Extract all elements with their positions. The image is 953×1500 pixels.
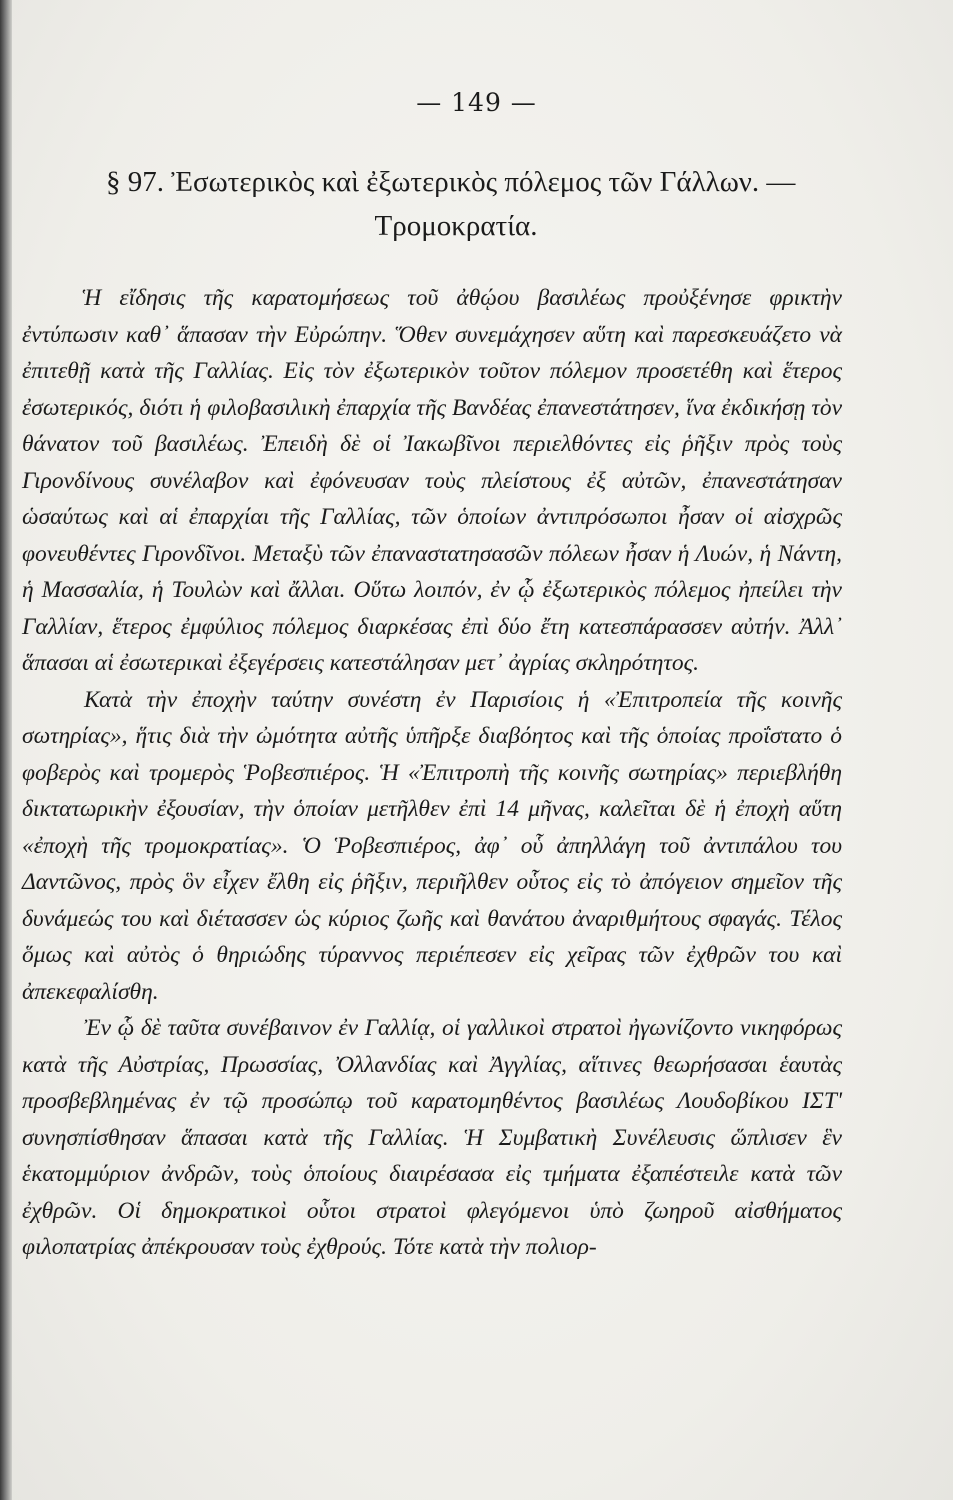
paragraph: Ἡ εἴδησις τῆς καρατομήσεως τοῦ ἀθῴου βασιλέως προὐξένησε φρικτὴν ἐντύπωσιν καθ᾽ ἅπασαν τὴν Εὐρώπην. Ὅθεν συνεμάχησεν αὕτη καὶ παρεσκευάζετο νὰ ἐπιτεθῇ κατὰ τῆς Γαλλίας. Εἰς τὸν ἐξωτερικὸν τοῦτον πόλεμον προσετέθη καὶ ἕτερος ἐσωτερικός, διότι ἡ φιλοβασιλικὴ ἐπαρχία τῆς Βανδέας ἐπανεστάτησεν, ἵνα ἐκδικήσῃ τὸν θάνατον τοῦ βασιλέως. Ἐπειδὴ δὲ οἱ Ἰακωβῖνοι περιελθόντες εἰς ῥῆξιν πρὸς τοὺς Γιρονδίνους συνέλαβον καὶ ἐφόνευσαν τοὺς πλείστους ἐξ αὐτῶν, ἐπανεστάτησαν ὡσαύτως καὶ αἱ ἐπαρχίαι τῆς Γαλλίας, τῶν ὁποίων ἀντιπρόσωποι ἦσαν οἱ αἰσχρῶς φονευθέντες Γιρονδῖνοι. Μεταξὺ τῶν ἐπαναστατησασῶν πόλεων ἦσαν ἡ Λυών, ἡ Νάντη, ἡ Μασσαλία, ἡ Τουλὼν καὶ ἄλλαι. Οὕτω λοιπόν, ἐν ᾧ ἐξωτερικὸς πόλεμος ἠπείλει τὴν Γαλλίαν, ἕτερος ἐμφύλιος πόλεμος διαρκέσας ἐπὶ δύο ἔτη κατεσπάρασσεν αὐτήν. Ἀλλ᾽ ἅπασαι αἱ ἐσωτερικαὶ ἐξεγέρσεις κατεστάλησαν μετ᾽ ἀγρίας σκληρότητος. [22, 285, 842, 676]
paragraph: Κατὰ τὴν ἐποχὴν ταύτην συνέστη ἐν Παρισίοις ἡ «Ἐπιτροπεία τῆς κοινῆς σωτηρίας», ἥτις διὰ τὴν ὠμότητα αὐτῆς ὑπῆρξε διαβόητος καὶ τῆς ὁποίας προΐστατο ὁ φοβερὸς καὶ τρομερὸς Ῥοβεσπιέρος. Ἡ «Ἐπιτροπὴ τῆς κοινῆς σωτηρίας» περιεβλήθη δικτατωρικὴν ἐξουσίαν, τὴν ὁποίαν μετῆλθεν ἐπὶ 14 μῆνας, καλεῖται δὲ ἡ ἐποχὴ αὕτη «ἐποχὴ τῆς τρομοκρατίας». Ὁ Ῥοβεσπιέρος, ἀφ᾽ οὗ ἀπηλλάγη τοῦ ἀντιπάλου του Δαντῶνος, πρὸς ὃν εἶχεν ἔλθη εἰς ῥῆξιν, περιῆλθεν οὗτος εἰς τὸ ἀπόγειον σημεῖον τῆς δυνάμεώς του καὶ διέτασσεν ὡς κύριος ζωῆς καὶ θανάτου ἀναριθμήτους σφαγάς. Τέλος ὅμως καὶ αὐτὸς ὁ θηριώδης τύραννος περιέπεσεν εἰς χεῖρας τῶν ἐχθρῶν του καὶ ἀπεκεφαλίσθη. [22, 686, 842, 1005]
body-text [22, 280, 842, 1266]
page-binding-edge [0, 0, 12, 1500]
section-title-line-1: § 97. Ἐσωτερικὸς καὶ ἐξωτερικὸς πόλεμος τῶν Γάλλων. — [106, 166, 796, 198]
section-heading [106, 160, 846, 248]
paragraph: Ἐν ᾧ δὲ ταῦτα συνέβαινον ἐν Γαλλίᾳ, οἱ γαλλικοὶ στρατοὶ ἠγωνίζοντο νικηφόρως κατὰ τῆς Αὐστρίας, Πρωσσίας, Ὀλλανδίας καὶ Ἀγγλίας, αἵτινες θεωρήσασαι ἑαυτὰς προσβεβλημένας ἐν τῷ προσώπῳ τοῦ καρατομηθέντος βασιλέως Λουδοβίκου ΙΣΤ' συνησπίσθησαν ἅπασαι κατὰ τῆς Γαλλίας. Ἡ Συμβατικὴ Συνέλευσις ὥπλισεν ἓν ἑκατομμύριον ἀνδρῶν, τοὺς ὁποίους διαιρέσασα εἰς τμήματα ἐξαπέστειλε κατὰ τῶν ἐχθρῶν. Οἱ δημοκρατικοὶ οὗτοι στρατοὶ φλεγόμενοι ὑπὸ ζωηροῦ αἰσθήματος φιλοπατρίας ἀπέκρουσαν τοὺς ἐχθρούς. Τότε κατὰ τὴν πολιορ- [22, 1015, 842, 1260]
section-title-line-2: Τρομοκρατία. [374, 210, 538, 242]
page-number: — 149 — [416, 88, 537, 117]
